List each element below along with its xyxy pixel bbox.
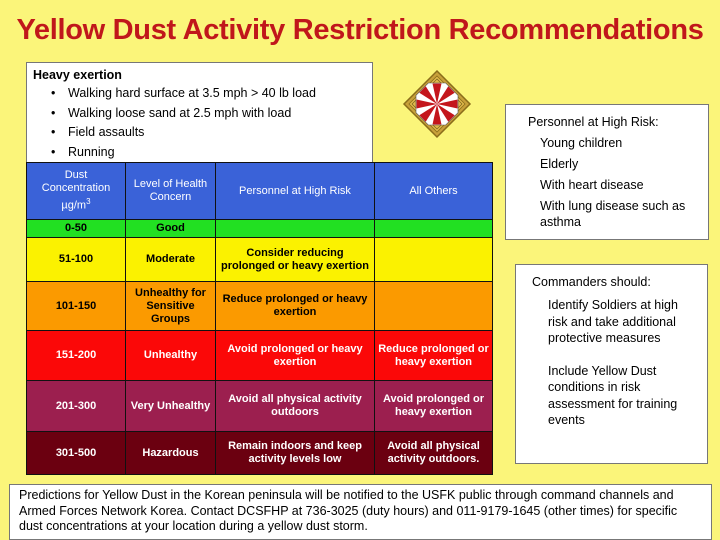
high-risk-heading: Personnel at High Risk: [528, 115, 659, 129]
table-header-row [27, 163, 493, 220]
list-item: With lung disease such as asthma [540, 199, 686, 229]
level-cell: Unhealthy for Sensitive Groups [126, 282, 216, 331]
high-risk-cell [216, 220, 375, 238]
high-risk-cell: Avoid prolonged or heavy exertion [216, 331, 375, 381]
others-cell [375, 282, 493, 331]
list-item: Include Yellow Dust conditions in risk assessment for training events [548, 363, 678, 427]
list-item: • Walking hard surface at 3.5 mph > 40 lb load [51, 84, 366, 104]
table-row [27, 282, 493, 331]
table-row [27, 432, 493, 475]
list-item: Young children [540, 136, 623, 150]
level-cell: Moderate [126, 238, 216, 282]
high-risk-cell: Consider reducing prolonged or heavy exertion [216, 238, 375, 282]
others-cell: Avoid prolonged or heavy exertion [375, 381, 493, 432]
range-cell: 301-500 [27, 432, 126, 475]
footer-note: Predictions for Yellow Dust in the Korean peninsula will be notified to the USFK public through command channels and Armed Forces Network Korea. Contact DCSFHP at 736-3025 (duty hours) and 011-9179-1645 (other times) for specific dust concentrations at your location during a yellow dust storm. [9, 484, 712, 540]
commanders-box [515, 264, 708, 464]
level-cell: Unhealthy [126, 331, 216, 381]
heavy-exertion-list [33, 84, 366, 162]
others-cell: Avoid all physical activity outdoors. [375, 432, 493, 475]
list-item: • Running [51, 143, 366, 163]
range-cell: 0-50 [27, 220, 126, 238]
range-cell: 101-150 [27, 282, 126, 331]
list-item: With heart disease [540, 178, 644, 192]
header-high-risk: Personnel at High Risk [216, 163, 375, 220]
table-row [27, 331, 493, 381]
page-title: Yellow Dust Activity Restriction Recommendations [16, 14, 704, 46]
high-risk-cell: Reduce prolonged or heavy exertion [216, 282, 375, 331]
header-concentration: Dust Concentration $\mu g/m^3$ [27, 163, 126, 220]
level-cell: Good [126, 220, 216, 238]
list-item: • Field assaults [51, 123, 366, 143]
others-cell [375, 238, 493, 282]
table-row [27, 220, 493, 238]
others-cell [375, 220, 493, 238]
level-cell: Very Unhealthy [126, 381, 216, 432]
high-risk-cell: Remain indoors and keep activity levels low [216, 432, 375, 475]
list-item: Elderly [540, 157, 579, 171]
others-cell: Reduce prolonged or heavy exertion [375, 331, 493, 381]
heavy-exertion-box [26, 62, 373, 164]
header-others: All Others [375, 163, 493, 220]
commanders-heading: Commanders should: [532, 275, 651, 289]
level-cell: Hazardous [126, 432, 216, 475]
activity-restriction-table [26, 162, 493, 475]
list-item: • Walking loose sand at 2.5 mph with load [51, 104, 366, 124]
eighth-army-emblem-icon [402, 69, 472, 139]
range-cell: 51-100 [27, 238, 126, 282]
header-level: Level of Health Concern [126, 163, 216, 220]
range-cell: 151-200 [27, 331, 126, 381]
heavy-exertion-heading: Heavy exertion [33, 68, 122, 82]
range-cell: 201-300 [27, 381, 126, 432]
high-risk-cell: Avoid all physical activity outdoors [216, 381, 375, 432]
high-risk-box [505, 104, 709, 240]
table-row [27, 238, 493, 282]
table-row [27, 381, 493, 432]
list-item: Identify Soldiers at high risk and take additional protective measures [548, 298, 678, 345]
